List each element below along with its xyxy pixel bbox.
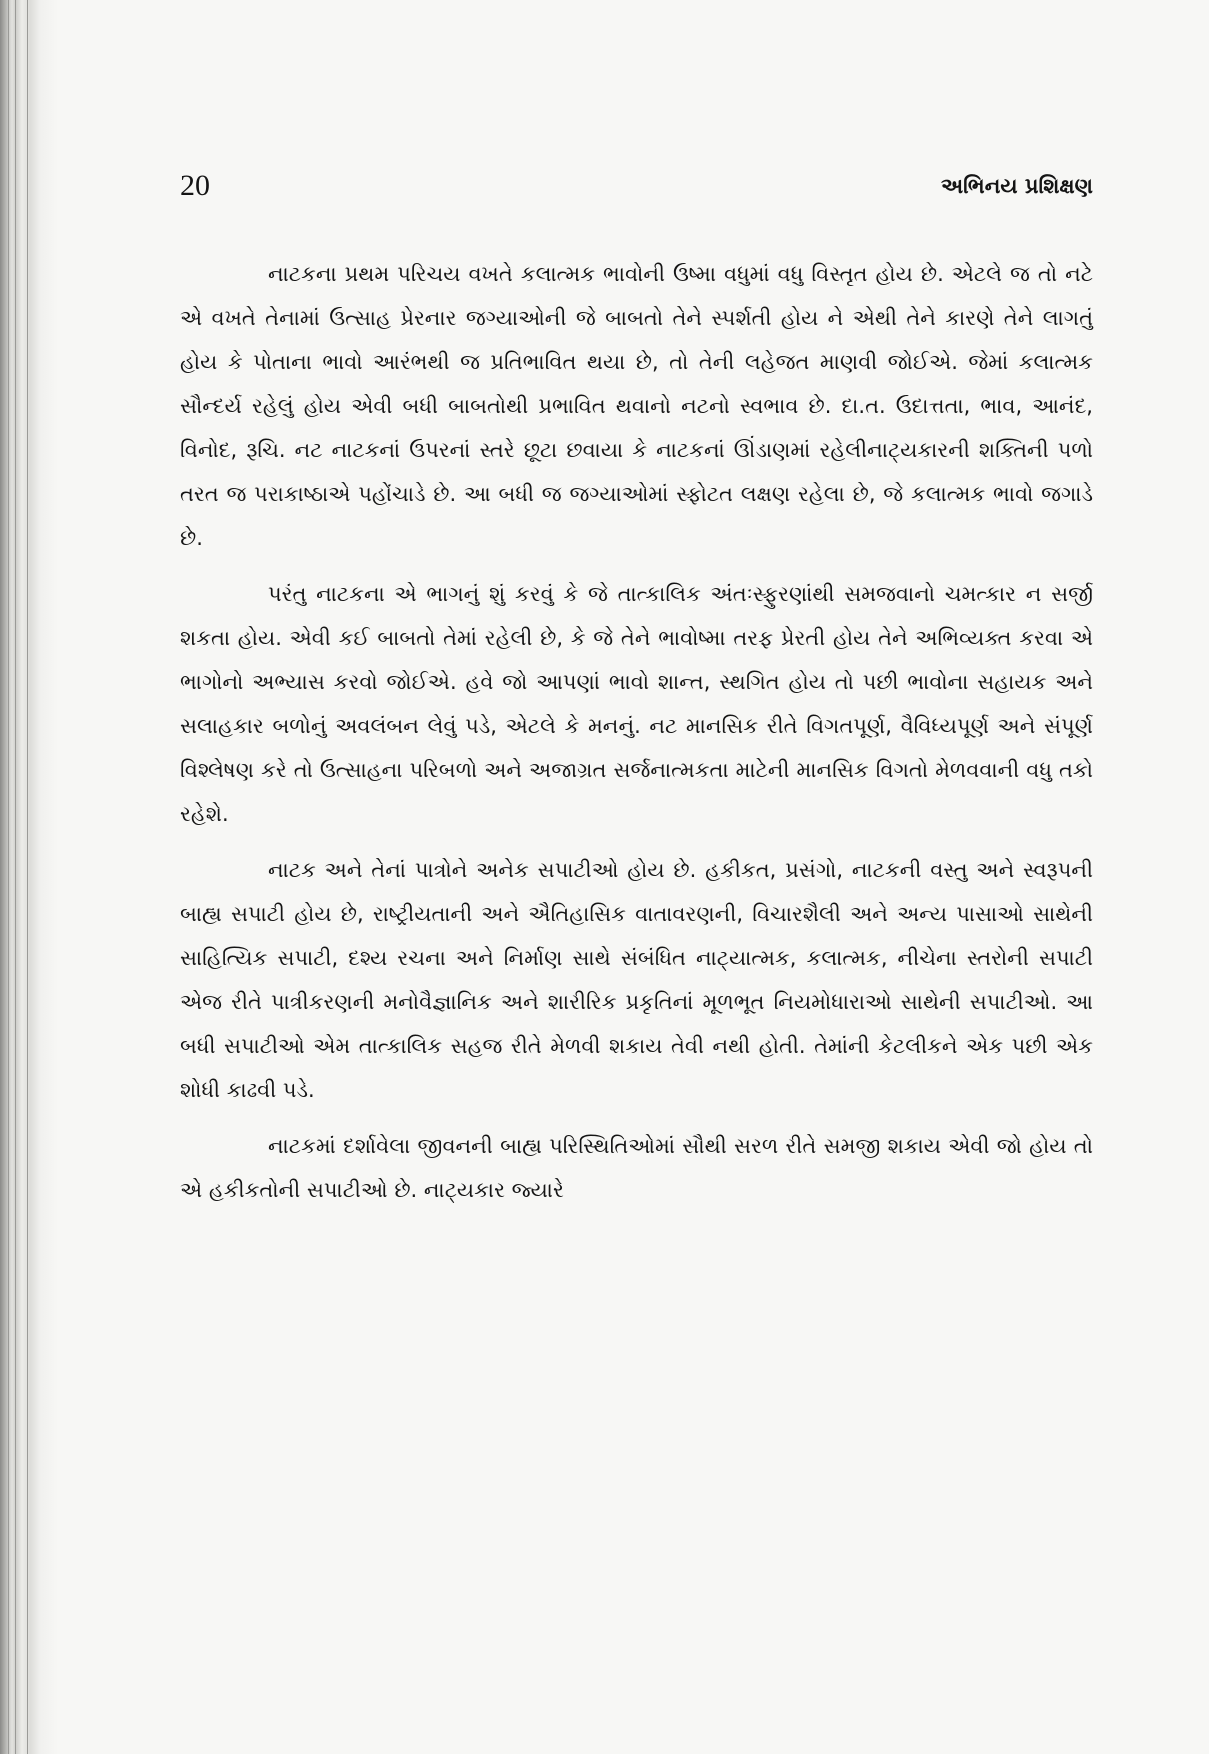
paragraph: પરંતુ નાટકના એ ભાગનું શું કરવું કે જે તાત્કાલિક અંતઃસ્ફુરણાંથી સમજવાનો ચમત્કાર ન સર્જી શકતા હોય. એવી કઈ બાબતો તેમાં રહેલી છે, કે જે તેને ભાવોષ્મા તરફ પ્રેરતી હોય તેને અભિવ્યક્ત કરવા એ ભાગોનો અભ્યાસ કરવો જોઈએ. હવે જો આપણાં ભાવો શાન્ત, સ્થગિત હોય તો પછી ભાવોના સહાયક અને સલાહકાર બળોનું અવલંબન લેવું પડે, એટલે કે મનનું. નટ માનસિક રીતે વિગતપૂર્ણ, વૈવિધ્યપૂર્ણ અને સંપૂર્ણ વિશ્લેષણ કરે તો ઉત્સાહના પરિબળો અને અજાગ્રત સર્જનાત્મકતા માટેની માનસિક વિગતો મેળવવાની વધુ તકો રહેશે.	[180, 582, 1093, 826]
body-text	[180, 252, 1093, 1224]
page-number: 20	[180, 169, 210, 202]
page-edge-line	[27, 0, 28, 1754]
paragraph: નાટકમાં દર્શાવેલા જીવનની બાહ્ય પરિસ્થિતિઓમાં સૌથી સરળ રીતે સમજી શકાય એવી જો હોય તો એ હકીકતોની સપાટીઓ છે. નાટ્યકાર જ્યારે	[180, 1134, 1093, 1202]
page-edge-line	[8, 0, 9, 1754]
running-title: અભિનય પ્રશિક્ષણ	[941, 174, 1093, 198]
paragraph: નાટક અને તેનાં પાત્રોને અનેક સપાટીઓ હોય છે. હકીકત, પ્રસંગો, નાટકની વસ્તુ અને સ્વરૂપની બાહ્ય સપાટી હોય છે, રાષ્ટ્રીયતાની અને ઐતિહાસિક વાતાવરણની, વિચારશૈલી અને અન્ય પાસાઓ સાથેની સાહિત્યિક સપાટી, દશ્ય રચના અને નિર્માણ સાથે સંબંધિત નાટ્યાત્મક, કલાત્મક, નીચેના સ્તરોની સપાટી એજ રીતે પાત્રીકરણની મનોવૈજ્ઞાનિક અને શારીરિક પ્રકૃતિનાં મૂળભૂત નિયમોધારાઓ સાથેની સપાટીઓ. આ બધી સપાટીઓ એમ તાત્કાલિક સહજ રીતે મેળવી શકાય તેવી નથી હોતી. તેમાંની કેટલીકને એક પછી એક શોધી કાઢવી પડે.	[180, 858, 1093, 1102]
paragraph: નાટકના પ્રથમ પરિચય વખતે કલાત્મક ભાવોની ઉષ્મા વધુમાં વધુ વિસ્તૃત હોય છે. એટલે જ તો નટે એ વખતે તેનામાં ઉત્સાહ પ્રેરનાર જગ્યાઓની જે બાબતો તેને સ્પર્શતી હોય ને એથી તેને કારણે તેને લાગતું હોય કે પોતાના ભાવો આરંભથી જ પ્રતિભાવિત થયા છે, તો તેની લહેજત માણવી જોઈએ. જેમાં કલાત્મક સૌન્દર્ય રહેલું હોય એવી બધી બાબતોથી પ્રભાવિત થવાનો નટનો સ્વભાવ છે. દા.ત. ઉદાત્તતા, ભાવ, આનંદ, વિનોદ, રૂચિ. નટ નાટકનાં ઉપરનાં સ્તરે છૂટા છવાયા કે નાટકનાં ઊંડાણમાં રહેલીનાટ્યકારની શક્તિની પળો તરત જ પરાકાષ્ઠાએ પહોંચાડે છે. આ બધી જ જગ્યાઓમાં સ્ફોટત લક્ષણ રહેલા છે, જે કલાત્મક ભાવો જગાડે છે.	[180, 262, 1093, 550]
page-edge-line	[15, 0, 16, 1754]
